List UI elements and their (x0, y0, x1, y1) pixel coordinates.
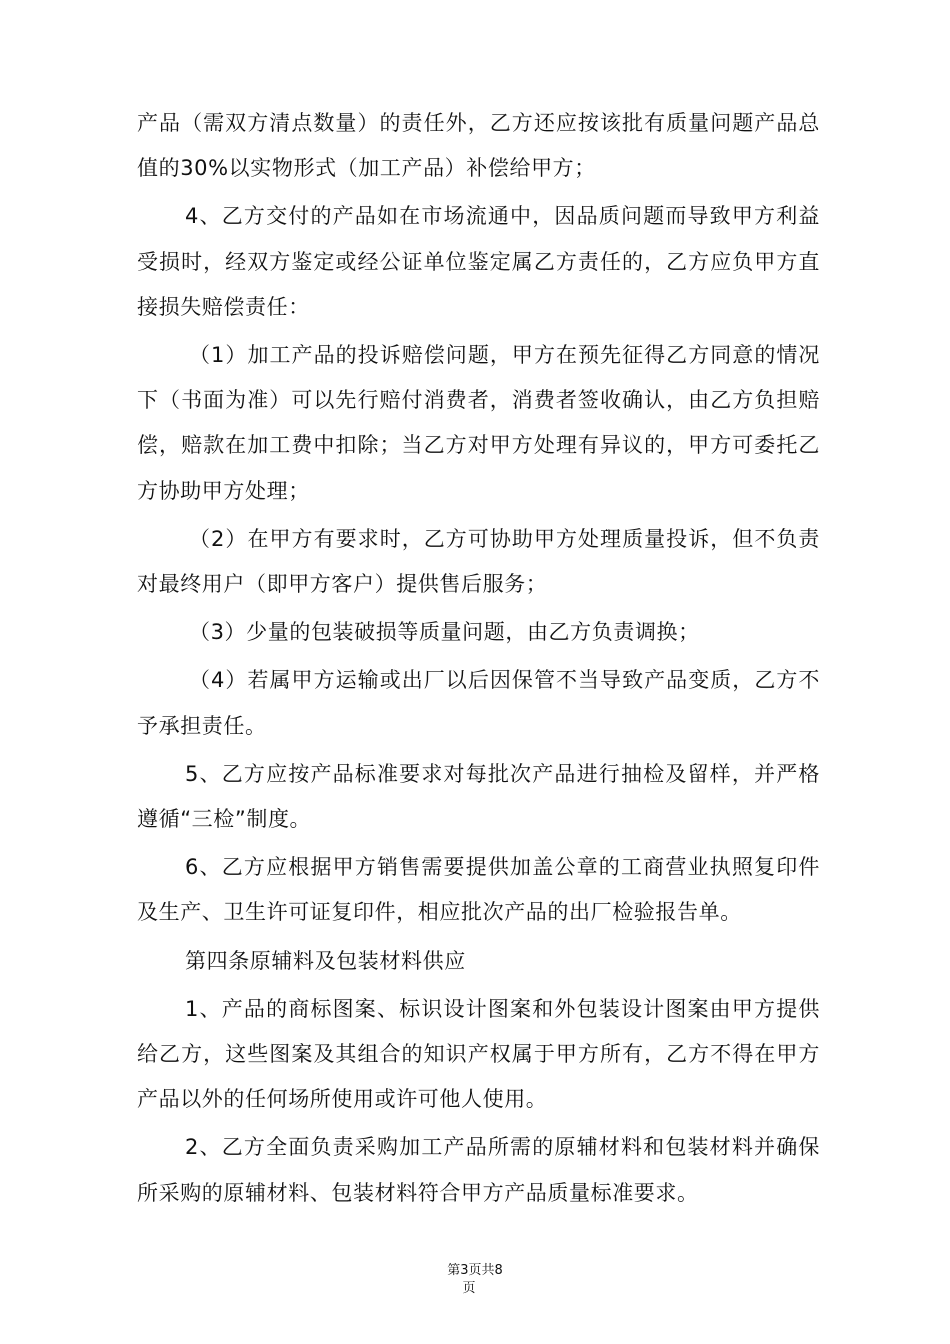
page-number-line2: 页 (462, 1281, 476, 1296)
paragraph-subitem-1: （1）加工产品的投诉赔偿问题，甲方在预先征得乙方同意的情况下（书面为准）可以先行赔付消费者，消费者签收确认，由乙方负担赔偿，赔款在加工费中扣除；当乙方对甲方处理有异议的，甲方可委托乙方协助甲方处理； (137, 343, 820, 503)
paragraph-article4-item-1: 1、产品的商标图案、标识设计图案和外包装设计图案由甲方提供给乙方，这些图案及其组合的知识产权属于甲方所有，乙方不得在甲方产品以外的任何场所使用或许可他人使用。 (137, 996, 820, 1112)
paragraph-subitem-4: （4）若属甲方运输或出厂以后因保管不当导致产品变质，乙方不予承担责任。 (137, 668, 820, 738)
paragraph-item-5: 5、乙方应按产品标准要求对每批次产品进行抽检及留样，并严格遵循“三检”制度。 (137, 761, 820, 832)
paragraph-continuation: 产品（需双方清点数量）的责任外，乙方还应按该批有质量问题产品总值的30%以实物形式（加工产品）补偿给甲方； (137, 111, 820, 181)
page-footer (0, 1262, 950, 1298)
page-number-line1: 第3页共8 (447, 1263, 503, 1278)
paragraph-subitem-3: （3）少量的包装破损等质量问题，由乙方负责调换； (189, 620, 700, 645)
paragraph-article4-item-2: 2、乙方全面负责采购加工产品所需的原辅材料和包装材料并确保所采购的原辅材料、包装材料符合甲方产品质量标准要求。 (137, 1135, 820, 1205)
section-heading-article-4: 第四条原辅料及包装材料供应 (185, 948, 466, 973)
paragraph-item-6: 6、乙方应根据甲方销售需要提供加盖公章的工商营业执照复印件及生产、卫生许可证复印件，相应批次产品的出厂检验报告单。 (137, 855, 820, 925)
paragraph-item-4: 4、乙方交付的产品如在市场流通中，因品质问题而导致甲方利益受损时，经双方鉴定或经公证单位鉴定属乙方责任的，乙方应负甲方直接损失赔偿责任： (137, 204, 820, 319)
paragraph-subitem-2: （2）在甲方有要求时，乙方可协助甲方处理质量投诉，但不负责对最终用户（即甲方客户）提供售后服务； (137, 526, 820, 597)
body-text (137, 101, 820, 1216)
